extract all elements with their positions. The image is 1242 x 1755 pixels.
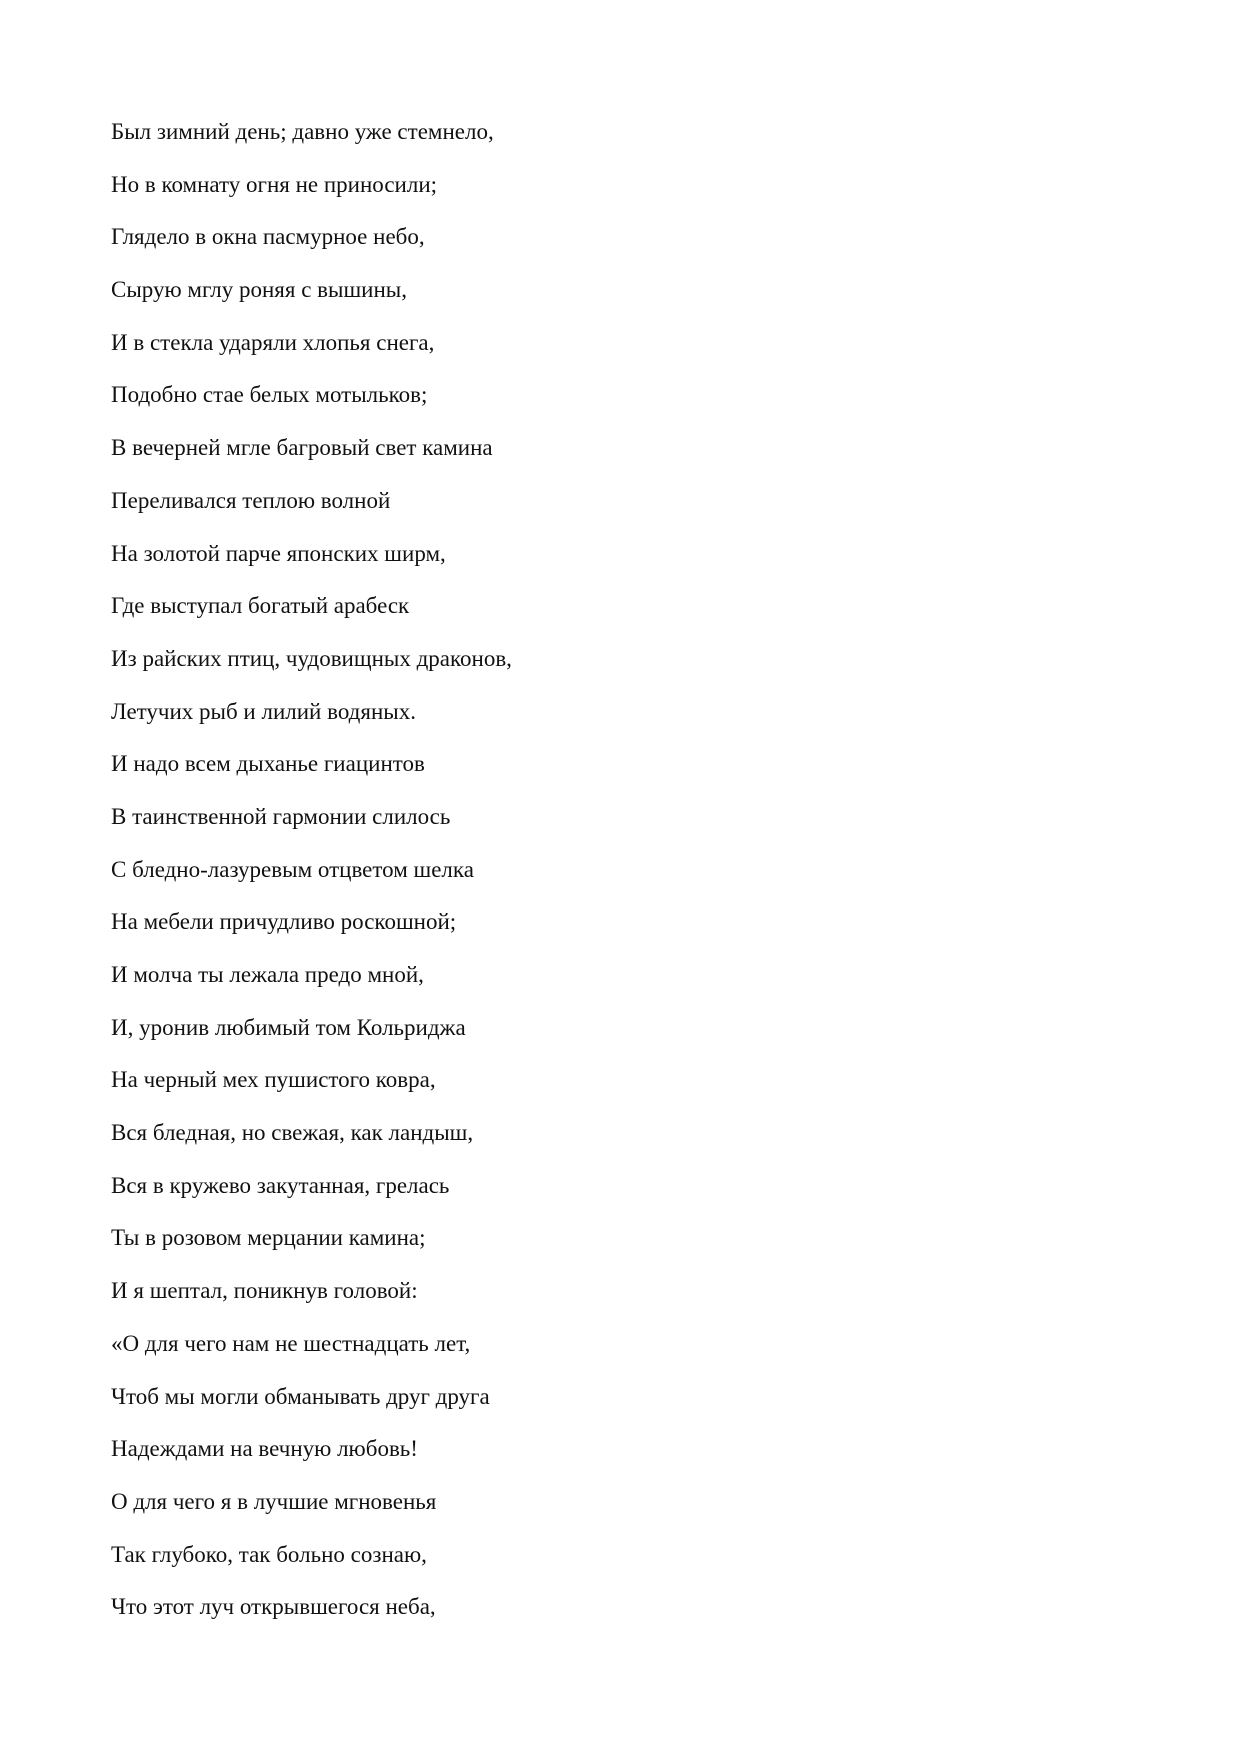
poem-line: Что этот луч открывшегося неба, [111, 1594, 436, 1620]
poem-line: «О для чего нам не шестнадцать лет, [111, 1330, 471, 1356]
poem-line: И в стекла ударяли хлопья снега, [111, 329, 435, 355]
poem-line: И молча ты лежала предо мной, [111, 962, 424, 987]
poem-text [111, 106, 512, 1634]
poem-line: Где выступал богатый арабеск [111, 593, 410, 619]
poem-line: Был зимний день; давно уже стемнело, [111, 119, 494, 144]
poem-line: И, уронив любимый том Кольриджа [111, 1014, 466, 1040]
poem-line: Вся в кружево закутанная, грелась [111, 1172, 450, 1198]
poem-line: Переливался теплою волной [111, 487, 391, 513]
poem-line: В таинственной гармонии слилось [111, 803, 451, 829]
poem-line: С бледно-лазуревым отцветом шелка [111, 856, 474, 882]
poem-line: Летучих рыб и лилий водяных. [111, 698, 416, 724]
poem-line: В вечерней мгле багровый свет камина [111, 435, 493, 461]
poem-line: Сырую мглу роняя с вышины, [111, 277, 407, 303]
poem-line: И надо всем дыханье гиацинтов [111, 751, 425, 777]
poem-line: Чтоб мы могли обманывать друг друга [111, 1383, 490, 1409]
poem-line: Надеждами на вечную любовь! [111, 1436, 418, 1462]
poem-line: Так глубоко, так больно сознаю, [111, 1541, 427, 1567]
poem-line: На черный мех пушистого ковра, [111, 1067, 436, 1093]
poem-line: Вся бледная, но свежая, как ландыш, [111, 1120, 474, 1146]
poem-line: Но в комнату огня не приносили; [111, 171, 438, 197]
poem-line: На золотой парче японских ширм, [111, 540, 446, 566]
poem-line: Из райских птиц, чудовищных драконов, [111, 645, 512, 671]
poem-line: Подобно стае белых мотыльков; [111, 382, 428, 408]
poem-line: Ты в розовом мерцании камина; [111, 1225, 426, 1251]
poem-line: Глядело в окна пасмурное небо, [111, 224, 425, 250]
poem-line: О для чего я в лучшие мгновенья [111, 1488, 437, 1514]
poem-line: На мебели причудливо роскошной; [111, 909, 457, 935]
poem-line: И я шептал, поникнув головой: [111, 1278, 418, 1304]
